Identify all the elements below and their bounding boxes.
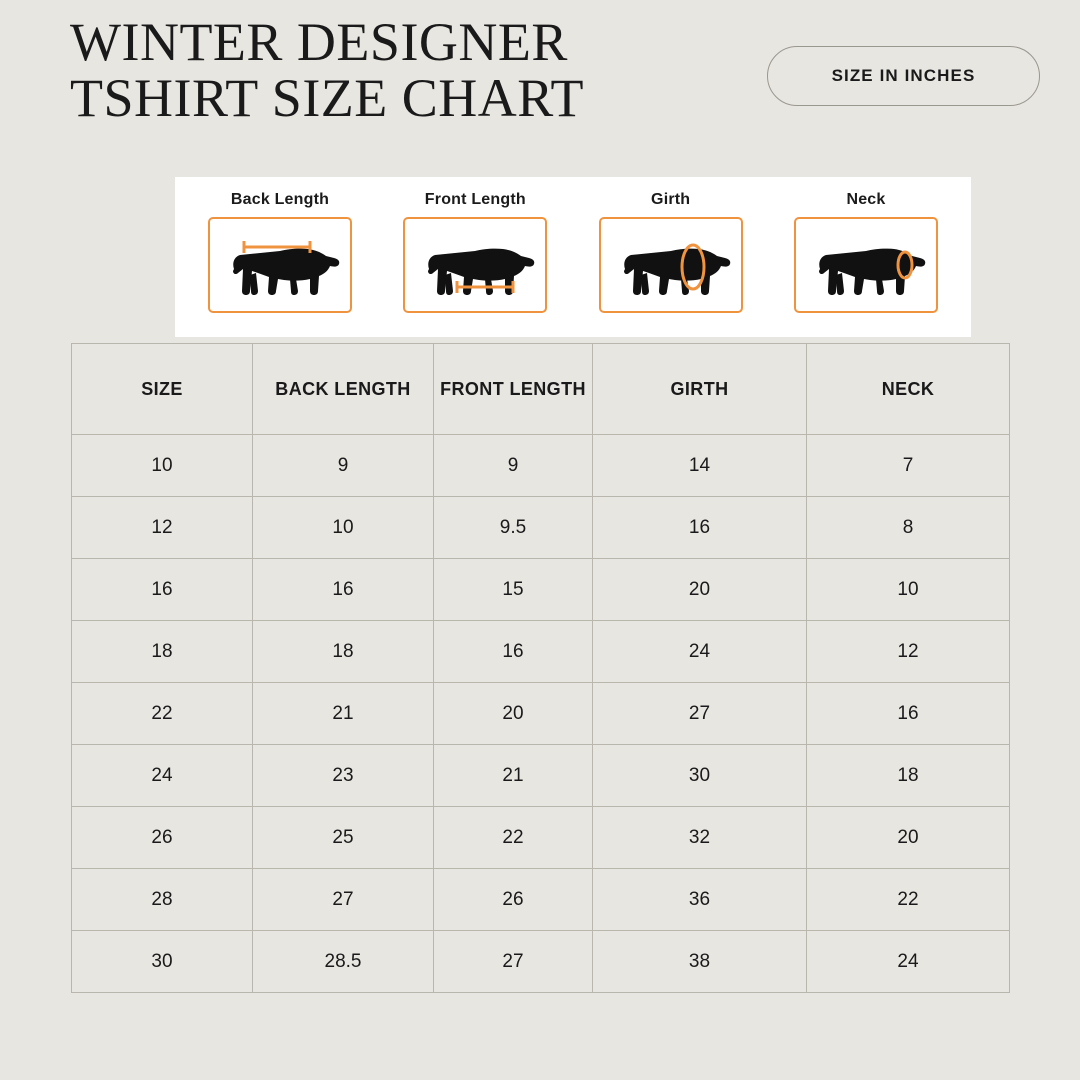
cell-back-length: 28.5 [253,931,434,993]
cell-front-length: 22 [434,807,593,869]
table-row [72,621,1010,683]
cell-back-length: 18 [253,621,434,683]
cell-back-length: 21 [253,683,434,745]
diagram-label-girth: Girth [651,191,691,208]
diagram-box-girth [599,217,743,313]
column-header-girth: GIRTH [593,344,807,435]
size-table-wrapper [71,343,1009,993]
column-header-front-length: FRONT LENGTH [434,344,593,435]
diagram-box-neck [794,217,938,313]
cell-girth: 30 [593,745,807,807]
neck-measure-loop [804,229,930,305]
column-header-neck: NECK [807,344,1010,435]
table-row [72,745,1010,807]
diagram-box-back-length [208,217,352,313]
cell-size: 12 [72,497,253,559]
page-title: WINTER DESIGNER TSHIRT SIZE CHART [70,12,585,128]
table-header-row [72,344,1010,435]
cell-size: 18 [72,621,253,683]
table-row [72,931,1010,993]
cell-neck: 18 [807,745,1010,807]
cell-front-length: 15 [434,559,593,621]
cell-front-length: 21 [434,745,593,807]
table-row [72,683,1010,745]
cell-front-length: 9.5 [434,497,593,559]
cell-back-length: 27 [253,869,434,931]
cell-girth: 27 [593,683,807,745]
cell-girth: 16 [593,497,807,559]
table-row [72,435,1010,497]
cell-neck: 8 [807,497,1010,559]
cell-front-length: 26 [434,869,593,931]
table-row [72,869,1010,931]
size-table [71,343,1010,993]
cell-girth: 32 [593,807,807,869]
cell-neck: 7 [807,435,1010,497]
table-row [72,497,1010,559]
cell-girth: 14 [593,435,807,497]
cell-girth: 36 [593,869,807,931]
back-length-measure-line [218,229,344,305]
cell-girth: 20 [593,559,807,621]
cell-neck: 16 [807,683,1010,745]
diagram-back-length [185,191,375,313]
diagram-box-front-length [403,217,547,313]
cell-size: 10 [72,435,253,497]
cell-front-length: 27 [434,931,593,993]
cell-neck: 20 [807,807,1010,869]
cell-size: 22 [72,683,253,745]
diagram-neck [771,191,961,313]
cell-neck: 24 [807,931,1010,993]
cell-back-length: 16 [253,559,434,621]
cell-girth: 38 [593,931,807,993]
cell-neck: 10 [807,559,1010,621]
table-row [72,807,1010,869]
diagram-label-front-length: Front Length [424,191,526,208]
cell-front-length: 20 [434,683,593,745]
cell-back-length: 25 [253,807,434,869]
column-header-size: SIZE [72,344,253,435]
diagram-front-length [380,191,570,313]
cell-girth: 24 [593,621,807,683]
girth-measure-loop [609,229,735,305]
cell-size: 16 [72,559,253,621]
cell-neck: 22 [807,869,1010,931]
diagram-label-back-length: Back Length [230,191,330,208]
units-badge-label: SIZE IN INCHES [831,66,976,85]
measurement-diagram-strip [175,177,971,337]
diagram-label-neck: Neck [846,191,886,208]
diagram-girth [576,191,766,313]
cell-size: 30 [72,931,253,993]
cell-front-length: 9 [434,435,593,497]
cell-neck: 12 [807,621,1010,683]
cell-size: 24 [72,745,253,807]
cell-size: 26 [72,807,253,869]
table-row [72,559,1010,621]
cell-size: 28 [72,869,253,931]
cell-back-length: 10 [253,497,434,559]
cell-back-length: 9 [253,435,434,497]
front-length-measure-line [413,229,539,305]
column-header-back-length: BACK LENGTH [253,344,434,435]
cell-back-length: 23 [253,745,434,807]
units-badge [767,46,1040,106]
cell-front-length: 16 [434,621,593,683]
